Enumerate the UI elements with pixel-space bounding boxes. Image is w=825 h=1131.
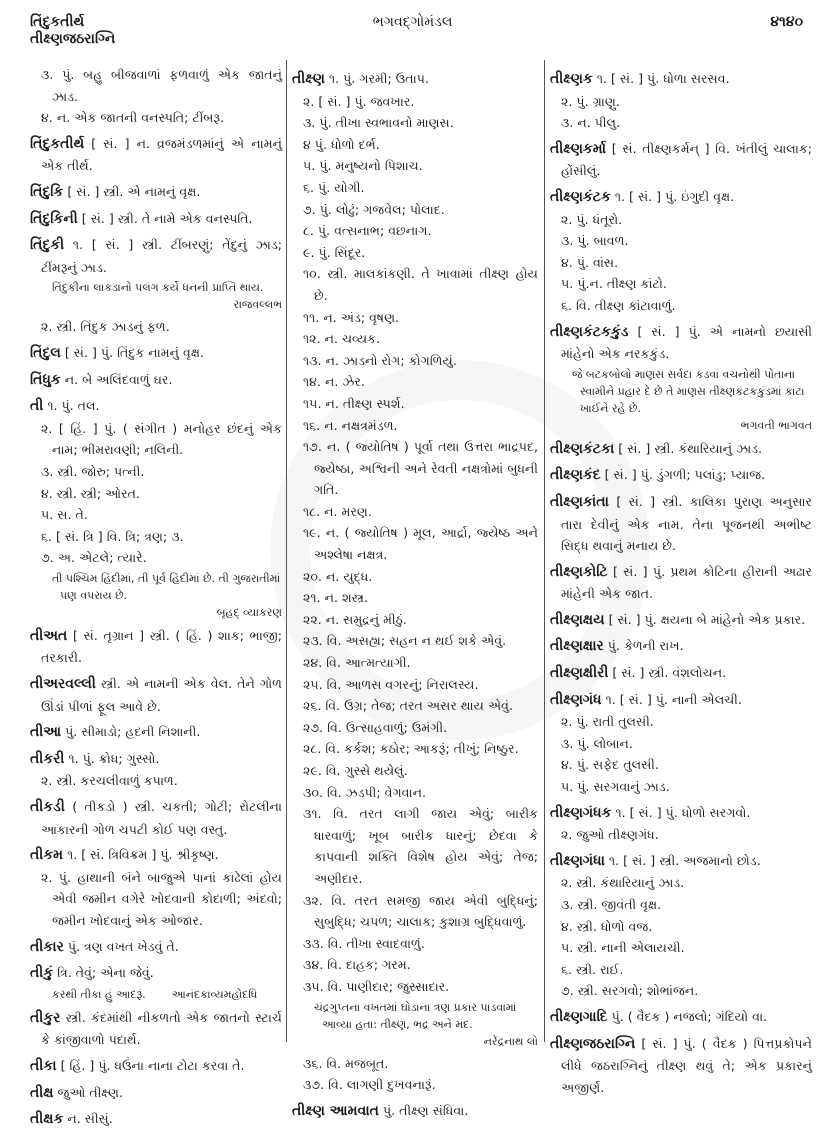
definition: [ સં. ] પું. ક્ષયના બે માંહેનો એક પ્રકાર. xyxy=(608,611,806,627)
sense-line: ૫. પું. મનુષ્યનો પિશાચ. xyxy=(303,158,423,174)
sense-line: ૧૩. ન. ઝાડનો રોગ; કોગળિયું. xyxy=(303,352,457,368)
definition: ૧. [ સં. ] પું. ધોળા સરસવ. xyxy=(596,71,730,86)
sense-line: ૩. પું. બહુ બીજવાળાં ફળવાળું એક જાતનું ઝાડ. xyxy=(41,67,282,104)
sense-line: ૯. પું. સિંદૂર. xyxy=(303,244,366,260)
sense-line: ૩. સ્ત્રી. જીવંતી વૃક્ષ. xyxy=(561,897,662,912)
sense-line: ૨. પું. ગ્રાણુ. xyxy=(561,93,620,109)
sense-line: ૨. જુઓ તીક્ષ્ણગંધ. xyxy=(561,827,659,843)
column-1 xyxy=(30,64,282,1131)
dictionary-entry xyxy=(550,1006,812,1029)
dictionary-entry xyxy=(30,234,282,278)
sense-line: ૧૪. ન. ઝેર. xyxy=(303,374,365,390)
guide-word-first: તિંદુકતીર્થ xyxy=(30,14,85,30)
sense-line: ૨૪. વિ. આત્મત્યાગી. xyxy=(303,655,411,671)
sense-line: ૧૧. ન. અંડ; વૃષણ. xyxy=(303,309,400,325)
headword: તીકુર xyxy=(30,1009,61,1026)
sense-line: ૨૬. વિ. ઉગ્ર; તેજ; તરત અસર થાય એવું. xyxy=(303,698,514,714)
quote-source: આનંદકાવ્યમહોદધિ xyxy=(171,987,258,1001)
dictionary-entry xyxy=(30,796,282,840)
citation-quote xyxy=(30,570,282,621)
definition: [ સં. ] સ્ત્રી. એ નામનું વૃક્ષ. xyxy=(67,183,201,199)
sense-line: ૧૬. ન. નક્ષત્રમંડળ. xyxy=(303,417,398,433)
sense-line: ૪. પું. સફેદ તુલસી. xyxy=(561,757,659,773)
sense-line: ૩૩. વિ. તીખા સ્વાદવાળું. xyxy=(303,935,425,951)
definition: સ્ત્રી. એ નામની એક વેલ. તેને ગોળ ઊંડાં પીળાં ફૂલ આવે છે. xyxy=(41,676,282,714)
dictionary-entry xyxy=(30,181,282,204)
headword: તીક્ષ્ણ આમવાત xyxy=(292,1102,379,1119)
dictionary-entry xyxy=(30,369,282,392)
definition: [ સં. ] પું. ( વૈદક ) પિત્તપ્રકોપને લીધે જઠરાગ્નિનું તીક્ષ્ણ થવું તે; એક પ્રકારનું અજીર્ણ. xyxy=(561,1035,812,1095)
sense-line: ૪. ન. એક જાતની વનસ્પતિ; ટીંબરૂ. xyxy=(41,110,225,126)
definition: ૧. [ સં. ] પું. ધોળો સરગવો. xyxy=(615,804,751,820)
headword: તીકરી xyxy=(30,750,65,767)
headword: તીક્ષ્ણક્ષય xyxy=(550,611,605,628)
headword: તી xyxy=(30,398,44,415)
sense-line: ૬. [ સં. ત્રિ ] વિ. ત્રિ; ત્રણ; ૩. xyxy=(41,528,184,544)
definition: [ સં. ] ન. વ્રજમંડળમાંનું એ નામનું એક તીર્થ. xyxy=(41,135,282,174)
dictionary-entry xyxy=(292,1100,538,1123)
sense-line: ૧૫. ન. તીક્ષ્ણ સ્પર્શ. xyxy=(303,395,405,411)
headword: તિંદુકી xyxy=(30,237,65,254)
sense-line: ૩૭. વિ. લાગણી દુખવનારૂં. xyxy=(303,1077,436,1093)
quote-text: તિંદુકીના લાકડાનો પલંગ કર્યે ધનની પ્રાપ્તિ થાય. xyxy=(52,281,264,295)
headword: તીકાર xyxy=(30,938,64,955)
sense-line: ૪. સ્ત્રી. સ્ત્રી; ઓરત. xyxy=(41,485,140,501)
sense-line: ૧૭. ન. ( જ્યોતિષ ) પૂર્વા તથા ઉત્તરા ભાદ્રપદ, જ્યેષ્ઠા, અશ્વિની અને રેવતી નક્ષત્રોમાં બુધની ગતિ. xyxy=(303,439,538,498)
quote-source: બૃહદ્ વ્યાકરણ xyxy=(216,605,282,619)
dictionary-entry xyxy=(30,1082,282,1105)
headword: તીક્ષ્ણગાદિ xyxy=(550,1008,608,1025)
headword: તીક્ષ્ણ xyxy=(292,71,325,87)
sense-line: ૧૯. ન. ( જ્યોતિષ ) મૂલ, આર્દ્રા, જ્યેષ્ઠ અને અશ્લેષા નક્ષત્ર. xyxy=(303,525,538,563)
headword: તીક્ષક xyxy=(30,1111,64,1128)
quote-text: તી પશ્ચિમ હિંદીમાં, તી પૂર્વ હિંદીમાં છે. તી ગુજરાતીમાં પણ વપરાય છે. xyxy=(52,571,281,602)
headword: તિંધુક xyxy=(30,371,61,388)
definition: [ સં. ] સ્ત્રી. તે નામે એક વનસ્પતિ. xyxy=(81,210,253,226)
headword: તીઅત xyxy=(30,627,68,644)
sense-line: ૭. પું. લોઢું; ગજવેલ; પોલાદ. xyxy=(303,201,445,217)
headword: તીક્ષ્ણક xyxy=(550,71,593,87)
dictionary-entry xyxy=(30,721,282,744)
headword: તીક્ષ્ણક્ષાર xyxy=(550,638,604,655)
quote-source: ભગવતી ભાગવત xyxy=(740,418,812,432)
sense-line: ૨. [ સં. ] પું. જવખાર. xyxy=(303,93,415,109)
sense-line: ૨. સ્ત્રી. કંથારિયાનું ઝાડ. xyxy=(561,875,685,891)
dictionary-entry xyxy=(550,635,812,658)
sense-line: ૪ પું. ધોળો દર્ભ. xyxy=(303,136,380,152)
dictionary-entry xyxy=(550,68,812,91)
headword: તીક્ષ્ણક્ષીરી xyxy=(550,665,609,682)
page-number: ૪૧૪૦ xyxy=(770,14,803,30)
sense-line: ૩૧. વિ. તરત લાગી જાય એવું; બારીક ધારવાળું; ખૂબ બારીક ધારનું; છેદવા કે કાપવાની શક્તિ વિશેષ હોય એવું; તેજ; અણીદાર. xyxy=(303,806,538,886)
definition: [ સં. ] પું. પ્રથમ કોટિના હીરાની અઢાર માંહેની એક જાત. xyxy=(561,563,812,602)
sense-line: ૮. પું. વત્સનાભ; વછનાગ. xyxy=(303,223,432,239)
sense-line: ૨૮. વિ. કર્કશ; કઠોર; આકરૂં; તીખું; નિષ્ઠુર. xyxy=(303,741,519,757)
definition: ત્રિ. તેવું; એના જેવું. xyxy=(57,965,154,981)
headword: તીઆ xyxy=(30,724,62,741)
headword: તીક્ષ્ણકંટક xyxy=(550,188,611,205)
dictionary-entry xyxy=(30,1055,282,1078)
dictionary-entry xyxy=(550,850,812,873)
sense-line: ૩. પું. બાવળ. xyxy=(561,233,629,249)
definition: [ સં. ] સ્ત્રી. કંથારિયાનું ઝાડ. xyxy=(618,440,763,456)
definition: ૧. પું. તલ. xyxy=(47,398,100,414)
sense-line: ૨૨. ન. સમુદ્રનું મીઠું. xyxy=(303,611,407,627)
dictionary-entry xyxy=(30,1108,282,1131)
sense-line: ૭. અ. એટલે; ત્યારે. xyxy=(41,550,147,566)
definition: ૧. પું. ક્રોધ; ગુસ્સો. xyxy=(68,750,160,766)
sense-line: ૪. સ્ત્રી. ધોળો વજ. xyxy=(561,918,653,934)
column-2 xyxy=(292,64,538,1122)
definition: [ સં. ] સ્ત્રી. કાલિકા પુરાણ અનુસાર તારા દેવીનું એક નામ. તેના પૂજનથી અભીષ્ટ સિદ્ધ થવાનું મનાય છે. xyxy=(561,493,812,554)
sense-line: ૩૫. વિ. પાણીદાર; જુસ્સાદાર. xyxy=(303,978,450,994)
definition: સ્ત્રી. કંદમાંથી નીકળતો એક જાતનો સ્ટાર્ચ કે કાંજીવાળો પદાર્થ. xyxy=(41,1009,282,1048)
headword: તીક્ષ્ણકંટકકુંડ xyxy=(550,323,629,340)
headword: તીકું xyxy=(30,965,54,982)
column-divider xyxy=(286,60,287,1042)
sense-line: ૧૨. ન. ચવ્યક. xyxy=(303,331,381,347)
dictionary-entry xyxy=(292,68,538,91)
headword: તીકડી xyxy=(30,799,65,816)
dictionary-entry xyxy=(550,1033,812,1099)
sense-line: ૨. સ્ત્રી. કરચલીવાળું કપાળ. xyxy=(41,773,178,789)
citation-quote xyxy=(30,279,282,313)
dictionary-entry xyxy=(550,689,812,712)
sense-line: ૨. પું. હાથાની બંને બાજુએ પાનાં કાઢેલાં હોય એવી જમીન વગેરે ખોદવાની કોદાળી; અંદવો; જમીન ખોદવાનું એક ઓજાર. xyxy=(41,869,282,928)
sense-line: ૨૯. વિ. ગુસ્સે થયેલું. xyxy=(303,763,408,778)
headword: તીક્ષ્ણજઠરાગ્નિ xyxy=(550,1035,636,1052)
citation-quote xyxy=(292,999,538,1050)
sense-line: ૫. સ્ત્રી. નાની એલાયચી. xyxy=(561,940,685,956)
definition: [ હિં. ] પું. ધઉંના નાના ટોટા કરવા તે. xyxy=(60,1057,245,1073)
definition: ૧. [ સં. ] પું. ઇંગુદી વૃક્ષ. xyxy=(614,188,735,204)
sense-line: ૪. પું. વાંસ. xyxy=(561,254,619,270)
definition: પું. ત્રણ વખત ખેડવું તે. xyxy=(67,938,179,954)
headword: તીક્ષ xyxy=(30,1084,54,1101)
book-title: ભગવદ્ગોમંડલ xyxy=(372,14,453,30)
quote-source: નરેંદ્રનાથ લો xyxy=(483,1034,538,1048)
citation-quote xyxy=(550,366,812,434)
dictionary-entry xyxy=(30,962,282,985)
dictionary-entry xyxy=(30,395,282,418)
sense-line: ૩૬. વિ. મજબૂત. xyxy=(303,1055,389,1071)
definition: જુઓ તીક્ષ્ણ. xyxy=(57,1084,124,1100)
headword: તિંદુલ xyxy=(30,344,61,361)
dictionary-entry xyxy=(30,748,282,771)
definition: ન. બે અલિંદવાળું ઘર. xyxy=(64,371,173,387)
dictionary-entry xyxy=(30,1007,282,1051)
dictionary-entry xyxy=(30,342,282,365)
definition: પું. કેળની રાખ. xyxy=(607,638,684,654)
dictionary-entry xyxy=(30,208,282,231)
sense-line: ૨૧. ન. શસ્ત્ર. xyxy=(303,590,369,606)
sense-line: ૩. ન. પીલુ. xyxy=(561,115,621,131)
column-3 xyxy=(550,64,812,1098)
dictionary-entry xyxy=(550,491,812,557)
definition: ૧. [ સં. ] સ્ત્રી. અજમાનો છોડ. xyxy=(608,852,761,868)
headword: તીક્ષ્ણકર્મા xyxy=(550,140,607,157)
definition: [ સં. ] પું. તિંદુક નામનું વૃક્ષ. xyxy=(64,344,204,360)
guide-word-last: તીક્ષ્ણજઠરાગ્નિ xyxy=(30,31,116,47)
headword: તિંદુકતીર્થ xyxy=(30,135,85,152)
headword: તિંદુકિની xyxy=(30,210,78,227)
sense-line: ૬. વિ. તીક્ષ્ણ કાંટાવાળું. xyxy=(561,297,676,313)
sense-line: ૭. સ્ત્રી. સરગવો; શોભાંજન. xyxy=(561,983,699,999)
dictionary-entry xyxy=(550,464,812,487)
sense-line: ૩૨. વિ. તરત સમજી જાય એવી બુદ્ધિનું; સુબુદ્ધિ; ચપળ; ચાલાક; કુશાગ્ર બુદ્ધિવાળું. xyxy=(303,892,538,930)
sense-line: ૨. પું. ધંતૂરો. xyxy=(561,211,623,227)
dictionary-entry xyxy=(550,802,812,825)
definition: પું. સીમાડો; હદની નિશાની. xyxy=(65,724,201,740)
dictionary-entry xyxy=(550,186,812,209)
dictionary-entry xyxy=(550,138,812,182)
definition: ( તીકડો ) સ્ત્રી. ચકતી; ગોટી; રોટલીના આકારની ગોળ ચપટી કોઈ પણ વસ્તુ. xyxy=(41,799,282,837)
headword: તીક્ષ્ણગંધક xyxy=(550,804,612,821)
definition: ન. સીસું. xyxy=(67,1111,113,1127)
definition: ૧. [ સં. ત્રિવિક્રમ ] પું. શ્રીકૃષ્ણ. xyxy=(67,847,219,863)
sense-line: ૬. સ્ત્રી. રાઈ. xyxy=(561,961,624,977)
dictionary-entry xyxy=(30,673,282,717)
definition: પું. તીક્ષ્ણ સંધિવા. xyxy=(382,1102,469,1118)
definition: ૧. [ સં. ] પું. નાની એલચી. xyxy=(605,691,742,707)
sense-line: ૨૦. ન. યુદ્ધ. xyxy=(303,568,373,584)
dictionary-entry xyxy=(30,133,282,177)
sense-line: ૩. પું. લોબાન. xyxy=(561,735,633,751)
sense-line: ૩૪. વિ. દાહક; ગરમ. xyxy=(303,957,411,973)
definition: [ સં. ] પું. ડુંગળી; પલાંડુ; પ્યાજ. xyxy=(604,467,766,483)
sense-line: ૩૦. વિ. ઝડપી; વેગવાન. xyxy=(303,784,426,800)
definition: [ સં. તીક્ષ્ણકર્મન્ ] વિ. ખંતીલું ચાલાક; હોંસીલું. xyxy=(561,140,812,179)
headword: તીકમ xyxy=(30,847,64,864)
quote-text: જે બટકબોલો માણસ સર્વદા કડવાં વચનોથી પોતાના સ્વામીને પ્રહાર દે છે તે માણસ તીક્ષ્ણકંટકકુંડમાં કાંટા ખાઈને રહે છે. xyxy=(572,367,805,415)
dictionary-entry xyxy=(30,625,282,669)
quote-text: કરથી તીકા હું આદરૂં. xyxy=(52,987,146,1001)
sense-line: ૧૮. ન. મરણ. xyxy=(303,503,372,519)
quote-source: રાજવલ્લભ xyxy=(233,298,282,312)
quote-text: ચંદ્રગુપ્તના વખતમાં ઘોડાના ત્રણ પ્રકાર પાડવામાં આવ્યા હતા: તીક્ષ્ણ, ભદ્ર અને મંદ. xyxy=(314,1000,517,1031)
headword: તીઅરવલ્લી xyxy=(30,676,96,693)
dictionary-entry xyxy=(550,662,812,685)
sense-line: ૬. પું. યોગી. xyxy=(303,179,365,195)
sense-line: ૨. પું. રાતી તુલસી. xyxy=(561,714,654,730)
sense-line: ૩. સ્ત્રી. જોરુ; પત્ની. xyxy=(41,463,145,479)
sense-line: ૧૦. સ્ત્રી. માલકાંકણી. તે ખાવામાં તીક્ષ્ણ હોય છે. xyxy=(303,266,538,303)
headword: તીક્ષ્ણગંધા xyxy=(550,852,605,869)
headword: તીક્ષ્ણકંટકા xyxy=(550,440,615,457)
sense-line: ૨૫. વિ. આળસ વગરનું; નિરાલસ્ય. xyxy=(303,676,479,692)
dictionary-entry xyxy=(550,321,812,365)
headword: તીકા xyxy=(30,1057,57,1074)
sense-line: ૨૩. વિ. અસહ્ય; સહન ન થઈ શકે એવું. xyxy=(303,633,507,649)
definition: ૧. [ સં. ] સ્ત્રી. ટીંબરણું; તેંદુનું ઝાડ; ટીંમરૂનું ઝાડ. xyxy=(41,237,282,275)
definition: [ સં. તૃગ્રાન ] સ્ત્રી. ( હિં. ) શાક; ભાજી; તરકારી. xyxy=(41,627,282,666)
sense-line: ૫. પું. સરગવાનું ઝાડ. xyxy=(561,779,670,795)
column-divider xyxy=(544,60,545,1042)
headword: તીક્ષ્ણગંધ xyxy=(550,691,602,708)
definition: ૧. પું. ગરમી; ઉતાપ. xyxy=(328,71,429,86)
sense-line: ૩. પું. તીખા સ્વભાવનો માણસ. xyxy=(303,115,454,131)
dictionary-entry xyxy=(550,609,812,632)
dictionary-entry xyxy=(550,438,812,461)
headword: તીક્ષ્ણકંદ xyxy=(550,467,601,484)
sense-line: ૫. પું.ન. તીક્ષ્ણ કાંટો. xyxy=(561,276,667,292)
dictionary-entry xyxy=(550,561,812,605)
sense-line: ૨. સ્ત્રી. તિંદુક ઝાડનું ફળ. xyxy=(41,319,170,335)
headword: તિંદુકિ xyxy=(30,183,64,200)
definition: [ સં. ] સ્ત્રી. વંશલોચન. xyxy=(612,665,727,681)
citation-quote xyxy=(30,986,282,1003)
headword: તીક્ષ્ણકાંતા xyxy=(550,493,609,510)
definition: પું. ( વૈદક ) નજલો; ગંદિયો વા. xyxy=(611,1008,768,1024)
definition: [ સં. ] પું. એ નામનો છયાસી માંહેનો એક નરકકુંડ. xyxy=(561,323,812,362)
dictionary-entry xyxy=(30,936,282,959)
sense-line: ૨૭. વિ. ઉત્સાહવાળું; ઉમંગી. xyxy=(303,719,448,735)
headword: તીક્ષ્ણકોટિ xyxy=(550,563,608,580)
sense-line: ૫. સ. તે. xyxy=(41,507,88,523)
dictionary-entry xyxy=(30,844,282,867)
sense-line: ૨. [ હિં. ] પું. ( સંગીત ) મનોહર છંદનું એક નામ; ભીમરાવણી; નલિની. xyxy=(41,420,282,458)
